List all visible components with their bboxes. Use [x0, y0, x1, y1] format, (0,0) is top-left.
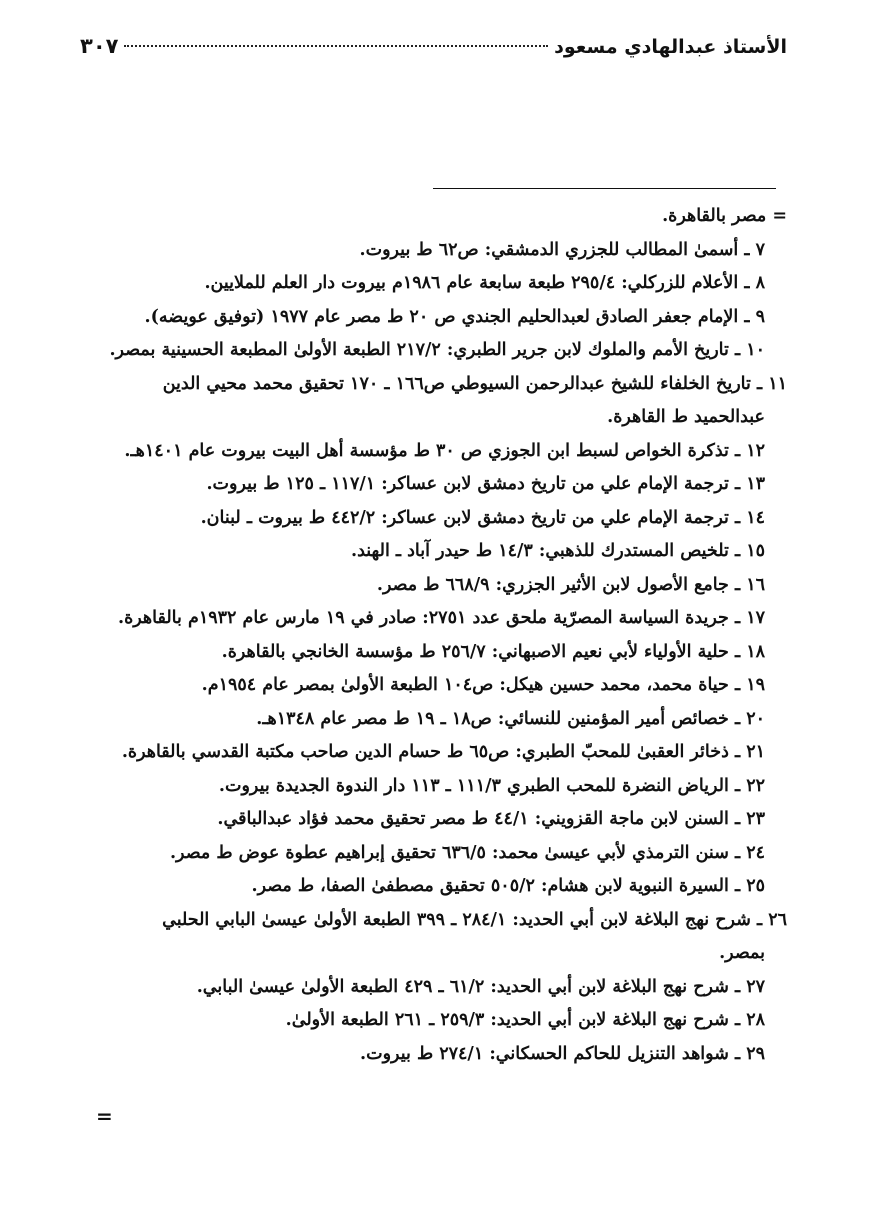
footnote-line: ١٧ ـ جريدة السياسة المصرّية ملحق عدد ٢٧٥١: صادر في ١٩ مارس عام ١٩٣٢م بالقاهرة. [118, 608, 765, 628]
footnote-line: بمصر. [719, 943, 765, 963]
footnote-line: ١٤ ـ ترجمة الإمام علي من تاريخ دمشق لابن عساكر: ٤٤٢/٢ ط بيروت ـ لبنان. [200, 507, 765, 528]
footnote-line: ٢٨ ـ شرح نهج البلاغة لابن أبي الحديد: ٢٥٩/٣ ـ ٢٦١ الطبعة الأولىٰ. [285, 1010, 765, 1030]
footnote-line: ٢٧ ـ شرح نهج البلاغة لابن أبي الحديد: ٦١/٢ ـ ٤٢٩ الطبعة الأولىٰ عيسىٰ البابي. [196, 976, 765, 997]
footnote-line: ٢٦ ـ شرح نهج البلاغة لابن أبي الحديد: ٢٨٤/١ ـ ٣٩٩ الطبعة الأولىٰ عيسىٰ البابي الحلبي [162, 909, 787, 930]
continuation-mark: = [96, 1104, 113, 1128]
footnote-line: ١١ ـ تاريخ الخلفاء للشيخ عبدالرحمن السيوطي ص١٦٦ ـ ١٧٠ تحقيق محمد محيي الدين [162, 373, 787, 394]
footnote-line: ٩ ـ الإمام جعفر الصادق لعبدالحليم الجندي ص ٢٠ ط مصر عام ١٩٧٧ (توفيق عويضه). [144, 306, 765, 327]
footnote-line: ٢٩ ـ شواهد التنزيل للحاكم الحسكاني: ٢٧٤/١ ط بيروت. [360, 1043, 765, 1064]
footnote-line: ١٩ ـ حياة محمد، محمد حسين هيكل: ص١٠٤ الطبعة الأولىٰ بمصر عام ١٩٥٤م. [201, 675, 765, 695]
footnote-line: ٢١ ـ ذخائر العقبىٰ للمحبّ الطبري: ص٦٥ ط حسام الدين صاحب مكتبة القدسي بالقاهرة. [121, 742, 765, 762]
page-number: ٣٠٧ [80, 34, 119, 58]
footnote-line: عبدالحميد ط القاهرة. [607, 407, 765, 427]
footnote-line: ١٠ ـ تاريخ الأمم والملوك لابن جرير الطبري: ٢١٧/٢ الطبعة الأولىٰ المطبعة الحسينية بمصر. [109, 340, 765, 360]
footnote-line: = مصر بالقاهرة. [662, 206, 787, 226]
leader-dots [124, 45, 548, 47]
footnote-line: ٢٢ ـ الرياض النضرة للمحب الطبري ١١١/٣ ـ ١١٣ دار الندوة الجديدة بيروت. [218, 775, 765, 796]
footnote-line: ١٨ ـ حلية الأولياء لأبي نعيم الاصبهاني: ٢٥٦/٧ ط مؤسسة الخانجي بالقاهرة. [221, 641, 765, 662]
footnote-line: ١٣ ـ ترجمة الإمام علي من تاريخ دمشق لابن عساكر: ١١٧/١ ـ ١٢٥ ط بيروت. [206, 474, 765, 494]
footnote-line: ٢٤ ـ سنن الترمذي لأبي عيسىٰ محمد: ٦٣٦/٥ تحقيق إبراهيم عطوة عوض ط مصر. [169, 842, 765, 863]
footnote-line: ١٢ ـ تذكرة الخواص لسبط ابن الجوزي ص ٣٠ ط مؤسسة أهل البيت بيروت عام ١٤٠١هـ. [124, 440, 765, 461]
footnote-line: ٧ ـ أسمىٰ المطالب للجزري الدمشقي: ص٦٢ ط بيروت. [359, 239, 765, 260]
footnote-line: ١٦ ـ جامع الأصول لابن الأثير الجزري: ٦٦٨/٩ ط مصر. [376, 574, 765, 595]
footnote-separator-rule [433, 188, 776, 189]
footnotes-list [90, 200, 787, 1071]
footnote-line: ٢٣ ـ السنن لابن ماجة القزويني: ٤٤/١ ط مصر تحقيق محمد فؤاد عبدالباقي. [217, 809, 765, 829]
running-header [80, 34, 787, 58]
footnote-line: ٢٥ ـ السيرة النبوية لابن هشام: ٥٠٥/٢ تحقيق مصطفىٰ الصفا، ط مصر. [251, 876, 765, 896]
footnote-line: ٨ ـ الأعلام للزركلي: ٢٩٥/٤ طبعة سابعة عام ١٩٨٦م بيروت دار العلم للملايين. [204, 273, 765, 293]
running-header-title: الأستاذ عبدالهادي مسعود [554, 36, 787, 58]
footnote-line: ٢٠ ـ خصائص أمير المؤمنين للنسائي: ص١٨ ـ ١٩ ط مصر عام ١٣٤٨هـ. [256, 708, 765, 729]
footnote-line: ١٥ ـ تلخيص المستدرك للذهبي: ١٤/٣ ط حيدر آباد ـ الهند. [351, 541, 765, 561]
